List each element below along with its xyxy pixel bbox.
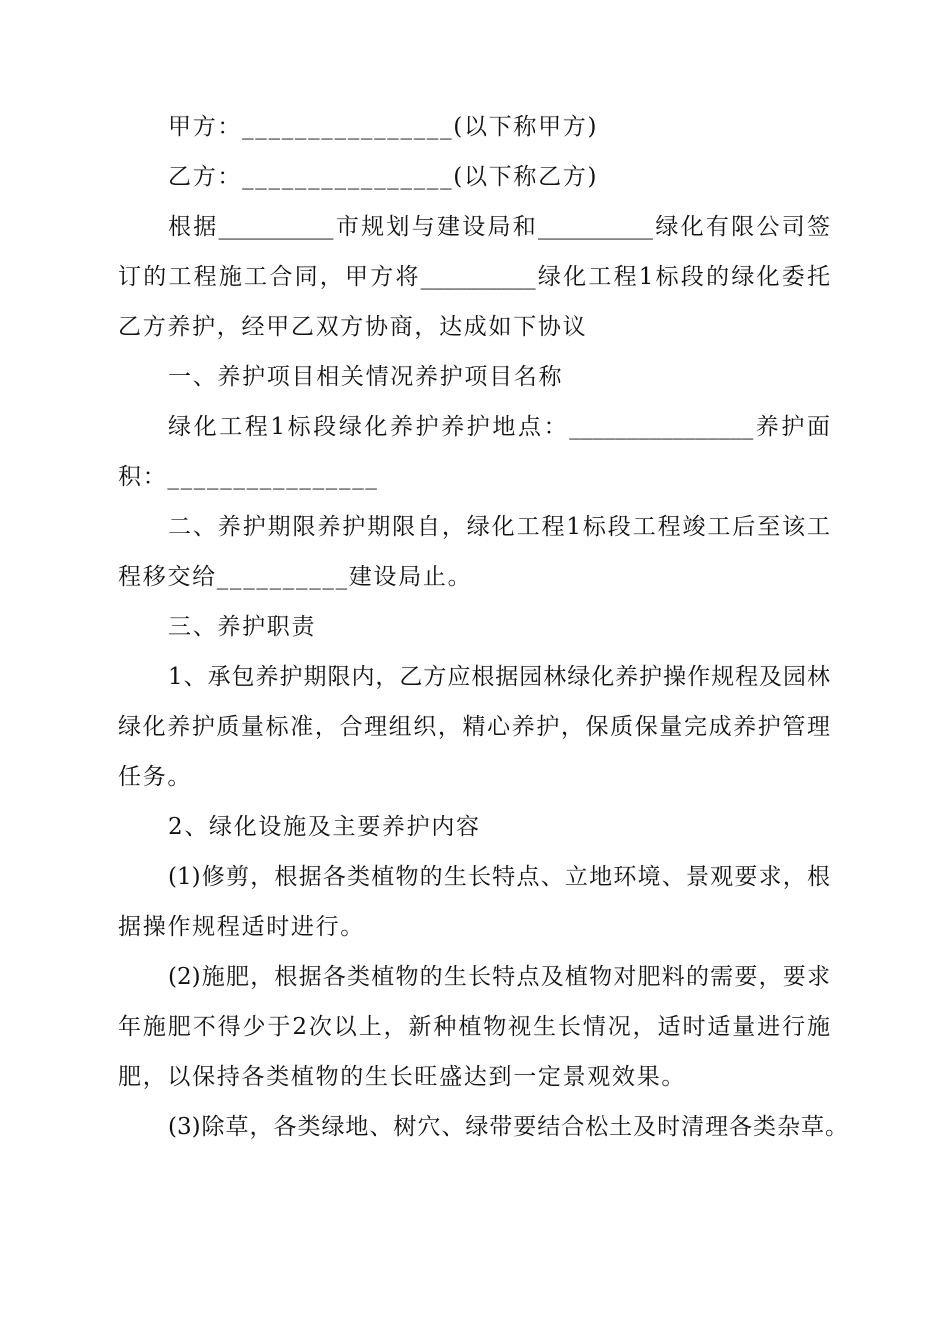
party-a-line: 甲方：________________(以下称甲方) — [168, 114, 599, 140]
section-heading-2: 二、养护期限养护期限自，绿化工程1标段工程竣工后至该工 — [168, 514, 830, 540]
paragraph-line: 积：________________ — [118, 464, 379, 490]
paragraph-line: 1、承包养护期限内，乙方应根据园林绿化养护操作规程及园林 — [168, 664, 830, 690]
paragraph-line: (3)除草，各类绿地、树穴、绿带要结合松土及时清理各类杂草。 — [168, 1114, 848, 1140]
section-heading-1: 一、养护项目相关情况养护项目名称 — [168, 364, 564, 390]
paragraph-line: 根据__________市规划与建设局和__________绿化有限公司签 — [168, 214, 830, 240]
paragraph-line: (2)施肥，根据各类植物的生长特点及植物对肥料的需要，要求 — [168, 964, 830, 990]
paragraph-line: 绿化工程1标段绿化养护养护地点：________________养护面 — [168, 414, 830, 440]
paragraph-line: 年施肥不得少于2次以上，新种植物视生长情况，适时适量进行施 — [118, 1014, 830, 1040]
paragraph-line: 乙方养护，经甲乙双方协商，达成如下协议 — [118, 314, 588, 340]
party-b-line: 乙方：________________(以下称乙方) — [168, 164, 599, 190]
subsection-heading: 2、绿化设施及主要养护内容 — [168, 814, 481, 840]
paragraph-line: 订的工程施工合同，甲方将__________绿化工程1标段的绿化委托 — [118, 264, 830, 290]
paragraph-line: 肥，以保持各类植物的生长旺盛达到一定景观效果。 — [118, 1064, 687, 1090]
paragraph-line: (1)修剪，根据各类植物的生长特点、立地环境、景观要求，根 — [168, 864, 830, 890]
paragraph-line: 任务。 — [118, 764, 193, 790]
paragraph-line: 据操作规程适时进行。 — [118, 914, 365, 940]
paragraph-line: 程移交给__________建设局止。 — [118, 564, 473, 590]
section-heading-3: 三、养护职责 — [168, 614, 317, 640]
paragraph-line: 绿化养护质量标准，合理组织，精心养护，保质保量完成养护管理 — [118, 714, 830, 740]
